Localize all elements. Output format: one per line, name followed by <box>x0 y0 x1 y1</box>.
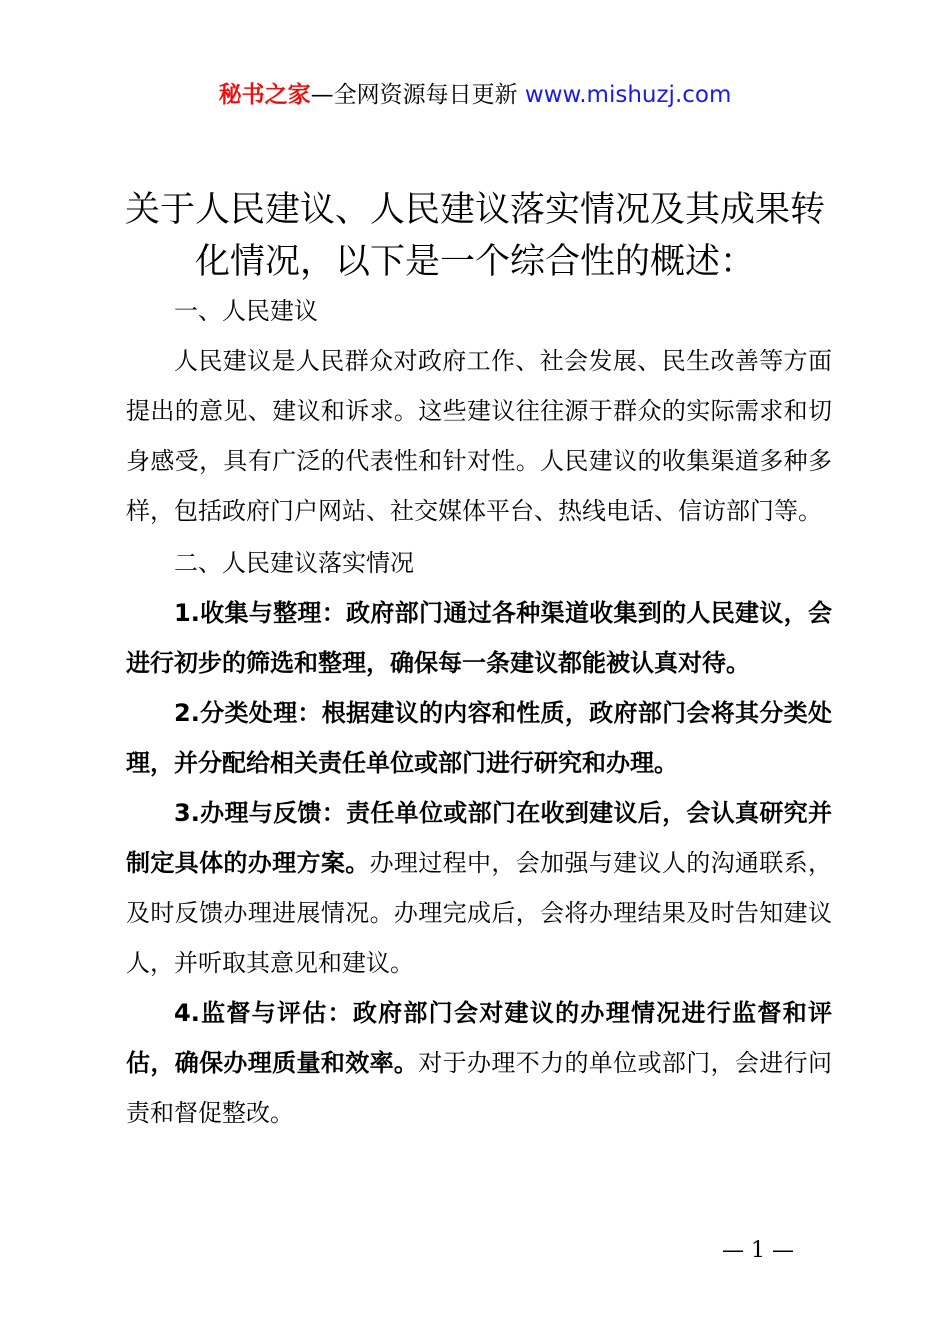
site-url-link[interactable]: www.mishuzj.com <box>524 82 732 108</box>
document-body <box>126 284 832 1138</box>
list-item-2-bold: 2.分类处理：根据建议的内容和性质，政府部门会将其分类处理，并分配给相关责任单位或部门进行研究和办理。 <box>126 699 832 777</box>
section-heading-2: 二、人民建议落实情况 <box>174 549 414 577</box>
list-item-4-bold: 4.监督与评估：政府部门会对建议的办理情况进行监督和评估，确保办理质量和效率。 <box>126 999 832 1077</box>
section-paragraph-1: 人民建议是人民群众对政府工作、社会发展、民生改善等方面提出的意见、建议和诉求。这些建议往往源于群众的实际需求和切身感受，具有广泛的代表性和针对性。人民建议的收集渠道多种多样，包括政府门户网站、社交媒体平台、热线电话、信访部门等。 <box>126 347 832 525</box>
list-item-1-bold: 1.收集与整理：政府部门通过各种渠道收集到的人民建议，会进行初步的筛选和整理，确保每一条建议都能被认真对待。 <box>126 599 832 677</box>
list-item-2 <box>126 688 832 788</box>
list-item-3-bold: 3.办理与反馈：责任单位或部门在收到建议后，会认真研究并制定具体的办理方案。 <box>126 799 832 877</box>
list-item-1 <box>126 588 832 688</box>
header-slogan: —全网资源每日更新 <box>310 82 525 108</box>
list-item-4-text: 对于办理不力的单位或部门，会进行问责和督促整改。 <box>126 1049 833 1127</box>
section-heading-1: 一、人民建议 <box>174 297 318 325</box>
page-number: — 1 — <box>722 1238 794 1263</box>
list-item-3 <box>126 788 832 988</box>
list-item-4 <box>126 988 832 1138</box>
site-header <box>0 78 950 112</box>
brand-name: 秘书之家 <box>218 82 311 108</box>
list-item-3-text: 办理过程中，会加强与建议人的沟通联系，及时反馈办理进展情况。办理完成后，会将办理结果及时告知建议人，并听取其意见和建议。 <box>126 849 833 977</box>
document-title: 关于人民建议、人民建议落实情况及其成果转化情况，以下是一个综合性的概述： <box>124 190 825 282</box>
